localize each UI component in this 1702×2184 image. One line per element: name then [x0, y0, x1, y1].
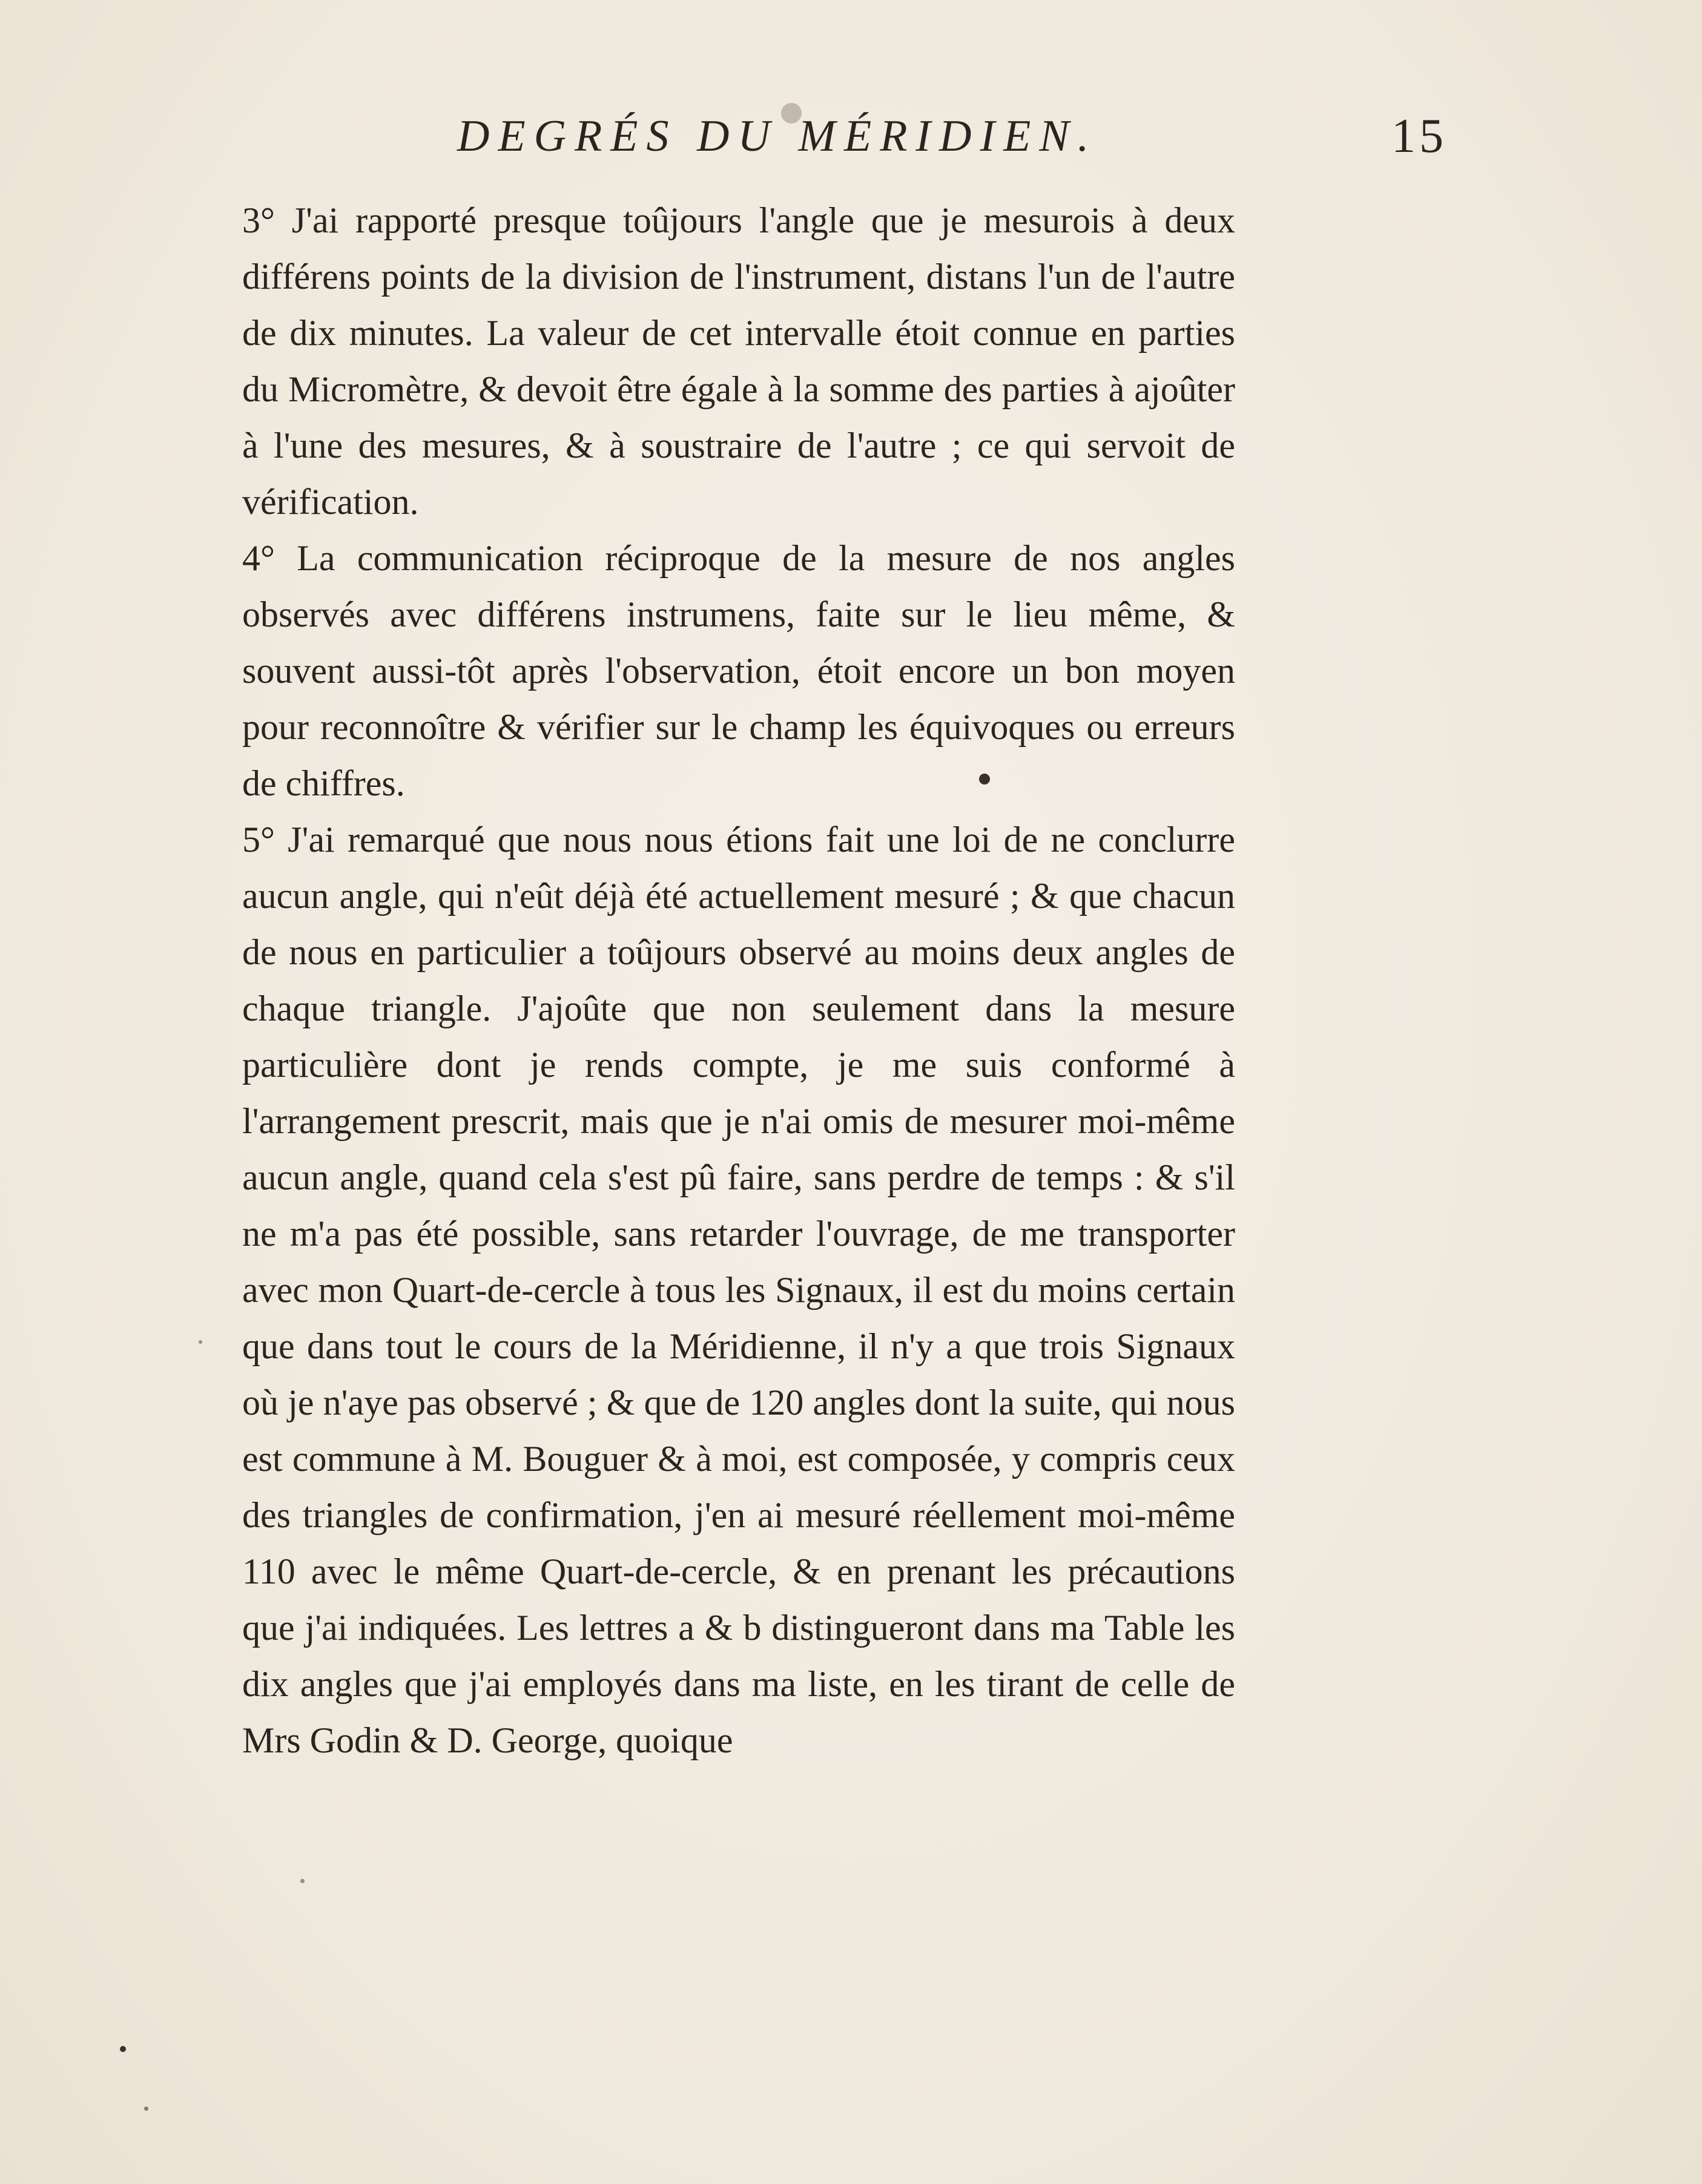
ink-spot [300, 1879, 305, 1883]
page-number: 15 [1391, 110, 1447, 163]
ink-spot [781, 103, 802, 123]
ink-spot [120, 2046, 126, 2052]
ink-spot [979, 774, 990, 784]
running-title: DEGRÉS DU MÉRIDIEN. [457, 111, 1098, 161]
ink-spot [199, 1340, 202, 1344]
body-text [242, 192, 1235, 1769]
paragraph-3: 3° J'ai rapporté presque toûjours l'angle que je mesurois à deux différens points de la division de l'instrument, distans l'un de l'autre de dix minutes. La valeur de cet intervalle étoit connue en parties du Micromètre, & devoit être égale à la somme des parties à ajoûter à l'une des mesures, & à soustraire de l'autre ; ce qui servoit de vérification. [242, 200, 1235, 522]
ink-spot [144, 2107, 148, 2111]
paragraph-5: 5° J'ai remarqué que nous nous étions fait une loi de ne conclurre aucun angle, qui n'eût déjà été actuellement mesuré ; & que chacun de nous en particulier a toûjours observé au moins deux angles de chaque triangle. J'ajoûte que non seulement dans la mesure particulière dont je rends compte, je me suis conformé à l'arrangement prescrit, mais que je n'ai omis de mesurer moi-même aucun angle, quand cela s'est pû faire, sans perdre de temps : & s'il ne m'a pas été possible, sans retarder l'ouvrage, de me transporter avec mon Quart-de-cercle à tous les Signaux, il est du moins certain que dans tout le cours de la Méridienne, il n'y a que trois Signaux où je n'aye pas observé ; & que de 120 angles dont la suite, qui nous est commune à M. Bouguer & à moi, est composée, y compris ceux des triangles de confirmation, j'en ai mesuré réellement moi-même 110 avec le même Quart-de-cercle, & en prenant les précautions que j'ai indiquées. Les lettres a & b distingueront dans ma Table les dix angles que j'ai employés dans ma liste, en les tirant de celle de Mrs Godin & D. George, quoique [242, 820, 1235, 1760]
paragraph-4: 4° La communication réciproque de la mesure de nos angles observés avec différens instrumens, faite sur le lieu même, & souvent aussi-tôt après l'observation, étoit encore un bon moyen pour reconnoître & vérifier sur le champ les équivoques ou erreurs de chiffres. [242, 538, 1235, 803]
page-header [242, 97, 1465, 176]
